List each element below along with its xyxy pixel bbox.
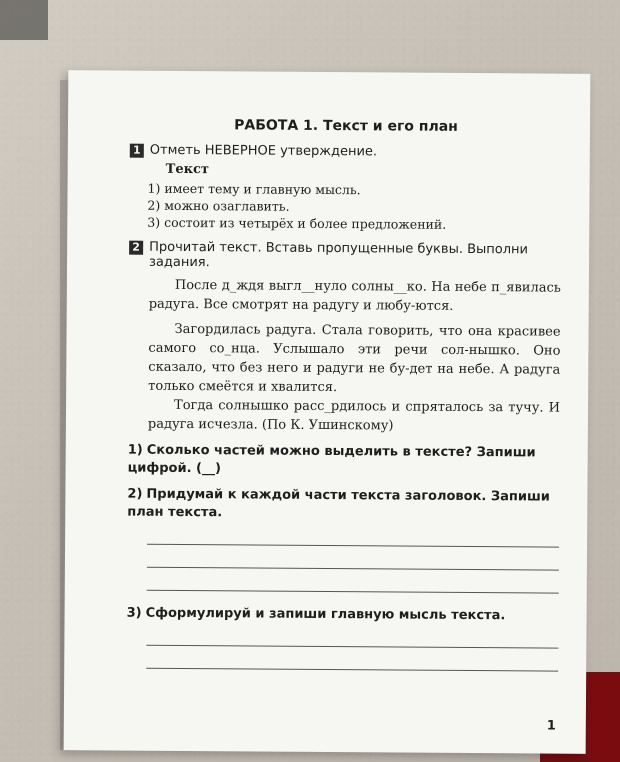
task-number-badge: 2 [129, 241, 143, 255]
text-paragraph: После д_ждя выгл__нуло солны__ко. На небе п_явилась радуга. Все смотрят на радугу и любу-ются. [148, 277, 561, 314]
task-1-subhead: Текст [165, 161, 210, 178]
question-number: 3) [126, 605, 142, 621]
question-text: Сколько частей можно выделить в тексте? Запиши цифрой. (__) [127, 442, 536, 477]
answer-line[interactable] [147, 545, 559, 571]
option-2[interactable]: 2) можно озаглавить. [147, 197, 290, 214]
answer-line[interactable] [147, 568, 559, 594]
page-number: 1 [546, 718, 556, 734]
answer-line[interactable] [146, 623, 558, 649]
task-1 [130, 143, 562, 161]
page-content [126, 117, 562, 672]
task-number-badge: 1 [130, 144, 144, 158]
option-1[interactable]: 1) имеет тему и главную мысль. [147, 180, 361, 198]
answer-line[interactable] [147, 522, 559, 548]
task-1-instruction: Отметь НЕВЕРНОЕ утверждение. [149, 142, 378, 160]
reading-text [148, 276, 561, 437]
question-text: Придумай к каждой части текста заголовок. Запиши план текста. [127, 486, 550, 521]
question-3 [127, 605, 559, 626]
background-object [0, 0, 48, 40]
question-1 [128, 442, 560, 481]
answer-line[interactable] [146, 646, 558, 672]
question-number: 1) [127, 442, 143, 458]
option-3[interactable]: 3) состоит из четырёх и более предложений. [147, 214, 447, 232]
workbook-page [64, 70, 591, 754]
question-text: Сформулируй и запиши главную мысль текста. [145, 605, 506, 624]
task-2 [129, 240, 561, 273]
question-2 [127, 486, 559, 525]
work-title: РАБОТА 1. Текст и его план [234, 117, 458, 135]
text-paragraph: Загордилась радуга. Стала говорить, что она красивее самого со_нца. Услышало эти речи сол-нышко. Оно сказало, что без него и радуги не бу-дет на небе. А радуга только смеётся и хвалится. [148, 321, 561, 396]
question-number: 2) [127, 486, 143, 502]
task-2-instruction: Прочитай текст. Вставь пропущенные буквы. Выполни задания. [148, 239, 529, 271]
text-paragraph: Тогда солнышко расс_рдилось и спряталось за тучу. И радуга исчезла. (По К. Ушинскому) [147, 397, 561, 434]
